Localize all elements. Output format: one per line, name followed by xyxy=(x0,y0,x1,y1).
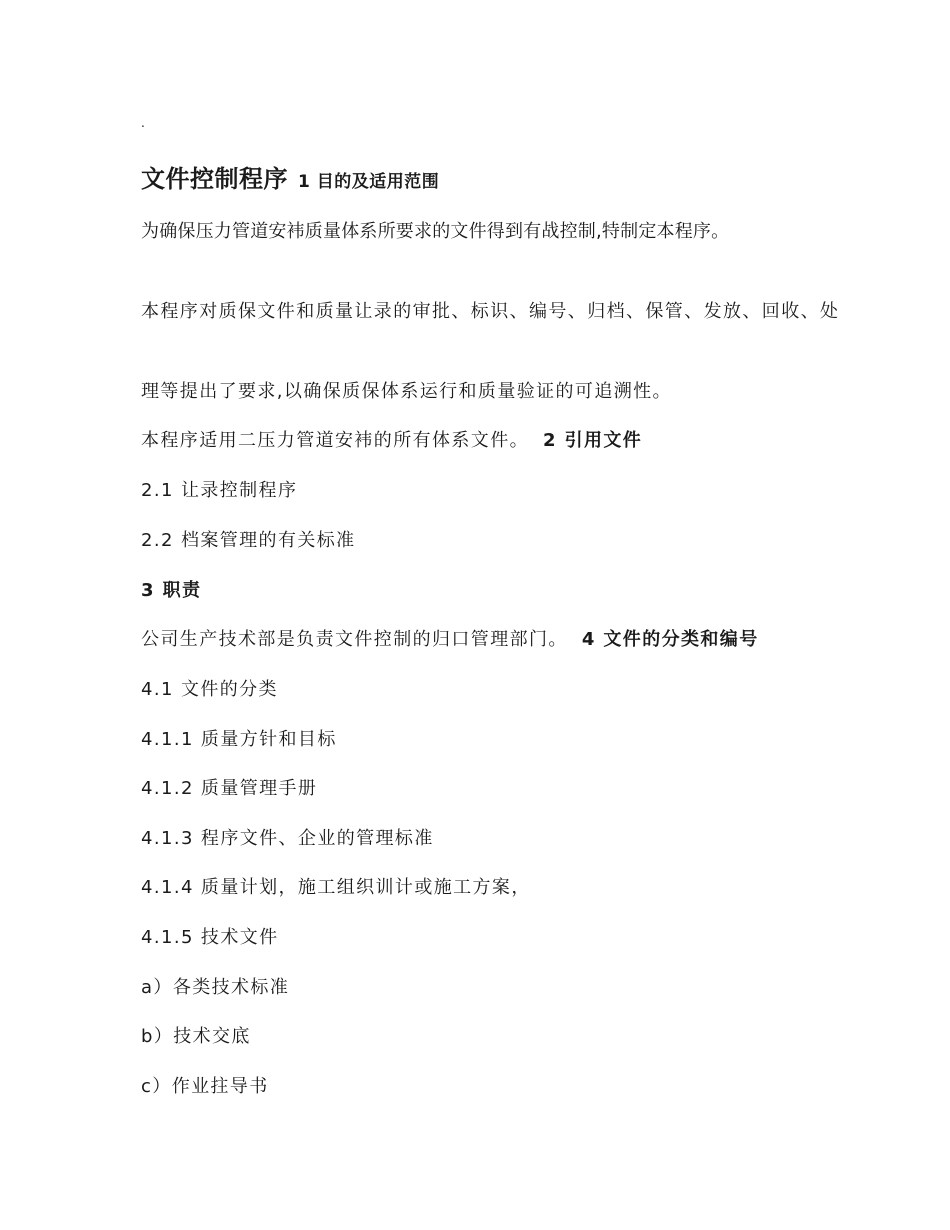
section-2-heading: 2 引用文件 xyxy=(543,430,643,451)
document-title: 文件控制程序 xyxy=(141,165,288,193)
paragraph-responsibility-line xyxy=(141,627,759,653)
section-1-heading: 1 目的及适用范围 xyxy=(298,172,440,192)
paragraph-responsibility: 公司生产技术部是负责文件控制的归口管理部门。 xyxy=(141,629,568,650)
paragraph-applicability: 本程序适用二压力管道安袆的所有体系文件。 xyxy=(141,430,529,451)
list-item-4-1-5: 4.1.5 技术文件 xyxy=(141,927,279,948)
list-item-4-1: 4.1 文件的分类 xyxy=(141,679,278,700)
list-item-4-1-3: 4.1.3 程序文件、企业的管理标准 xyxy=(141,828,434,849)
list-item-4-1-1: 4.1.1 质量方针和目标 xyxy=(141,729,337,750)
section-4-heading: 4 文件的分类和编号 xyxy=(581,629,759,650)
list-item-4-1-4: 4.1.4 质量计划，施工组织训计或施工方案， xyxy=(141,877,531,898)
section-3-heading: 3 职责 xyxy=(141,580,202,601)
list-item-c: c）作业拄导书 xyxy=(141,1076,269,1097)
paragraph-scope-line-1: 本程序对质保文件和质量让录的审批、标识、编号、归档、保管、发放、回收、处 xyxy=(141,301,840,322)
list-item-a: a）各类技术标准 xyxy=(141,977,290,998)
paragraph-applicability-line xyxy=(141,428,642,454)
title-line xyxy=(141,166,439,195)
list-item-4-1-2: 4.1.2 质量管理手册 xyxy=(141,778,318,799)
paragraph-scope-line-2: 理等提出了要求,以确保质保体系运行和质量验证的可追溯性。 xyxy=(141,381,672,402)
list-item-2-2: 2.2 档案管理的有关标准 xyxy=(141,530,356,551)
paragraph-purpose: 为确保压力管道安袆质量体系所要求的文件得到有战控制,特制定本程序。 xyxy=(141,221,730,242)
page-marker: . xyxy=(141,116,145,130)
list-item-2-1: 2.1 让录控制程序 xyxy=(141,480,298,501)
list-item-b: b）技术交底 xyxy=(141,1026,251,1047)
